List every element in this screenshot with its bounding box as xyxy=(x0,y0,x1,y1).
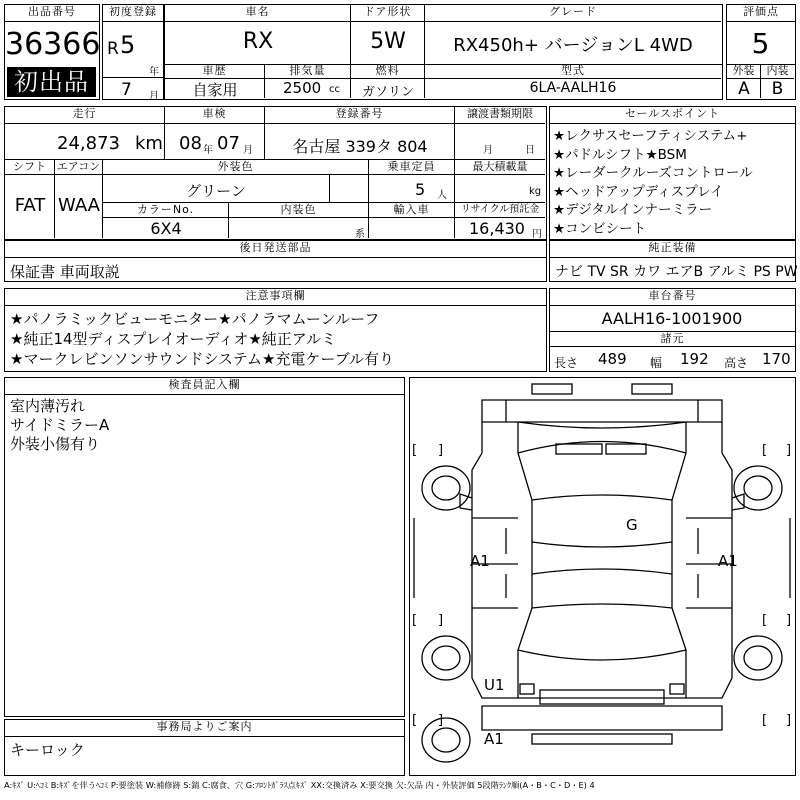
registration-box xyxy=(102,4,164,100)
mark-a1-left: A1 xyxy=(470,552,490,570)
inspection-label: 車検 xyxy=(165,107,265,124)
chassis-label: 車台番号 xyxy=(550,289,795,306)
capacity: 5 xyxy=(415,180,426,199)
list-item: サイドミラーA xyxy=(10,416,110,434)
model: 6LA-AALH16 xyxy=(529,80,617,96)
svg-text:]: ] xyxy=(438,613,444,628)
history: 自家用 xyxy=(192,81,238,99)
list-item: ★レーダークルーズコントロール xyxy=(553,165,753,181)
mileage-label: 走行 xyxy=(5,107,165,124)
ac: WAA xyxy=(58,195,100,216)
svg-text:[: [ xyxy=(412,613,418,628)
lot-label: 出品番号 xyxy=(5,5,99,22)
first-listing-badge xyxy=(7,67,96,97)
inspection-year: 08 xyxy=(179,133,202,154)
svg-text:]: ] xyxy=(786,443,792,458)
score: 5 xyxy=(751,27,770,60)
interior-grade-label: 内装 xyxy=(761,64,794,79)
vehicle-name: RX xyxy=(242,29,274,54)
plate-label: 登録番号 xyxy=(265,107,455,124)
recycle-label: リサイクル預託金 xyxy=(455,203,545,218)
score-box xyxy=(726,4,796,100)
color-label: 外装色 xyxy=(103,160,369,175)
legend-text: A:ｷｽﾞ U:ﾍｺﾐ B:ｷｽﾞを伴うﾍｺﾐ P:要塗装 W:補修跡 S:錆 C:腐食、穴 G:ﾌﾛﾝﾄｶﾞﾗｽ点ｷｽﾞ XX:交換済み X:要交換 欠:欠品 内・外装評価 5段階ﾗﾝｸ順(A・B・C・D・E) 4 xyxy=(4,780,595,790)
notes-label: 注意事項欄 xyxy=(5,289,546,306)
inspector-list xyxy=(10,397,109,454)
office-label: 事務局よりご案内 xyxy=(5,720,404,737)
list-item: 外装小傷有り xyxy=(10,435,101,453)
sales-points-list xyxy=(553,127,753,238)
inspector-label: 検査員記入欄 xyxy=(5,378,404,395)
office-box xyxy=(4,719,405,776)
height-label: 高さ xyxy=(724,356,749,370)
svg-text:[: [ xyxy=(762,443,768,458)
mileage-unit: km xyxy=(135,133,163,154)
svg-text:]: ] xyxy=(438,443,444,458)
lot-box xyxy=(4,4,100,100)
list-item: ★レクサスセーフティシステム+ xyxy=(553,128,748,144)
displacement-label: 排気量 xyxy=(265,64,351,79)
later-parts-label: 後日発送部品 xyxy=(5,241,546,258)
import-label: 輸入車 xyxy=(369,203,455,218)
list-item: ★パノラミックビューモニター★パノラマムーンルーフ xyxy=(10,310,380,328)
svg-text:[: [ xyxy=(412,713,418,728)
list-item: ★純正14型ディスプレイオーディオ★純正アルミ xyxy=(10,330,337,348)
recycle-unit: 円 xyxy=(532,229,542,240)
inspection-year-unit: 年 xyxy=(203,145,213,156)
equipment-text: ナビ TV SR カワ エアB アルミ PS PW xyxy=(555,264,798,280)
color: グリーン xyxy=(186,182,246,200)
shift: FAT xyxy=(14,195,46,216)
registration-month: 7 xyxy=(121,80,132,100)
vehicle-top-box xyxy=(164,4,723,100)
equipment-box xyxy=(549,240,796,282)
name-label: 車名 xyxy=(165,5,351,22)
length-label: 長さ xyxy=(554,356,579,370)
fuel: ガソリン xyxy=(361,85,414,100)
grade-label: グレード xyxy=(425,5,721,22)
lot-number: 36366 xyxy=(5,27,101,62)
list-item: ★マークレビンソンサウンドシステム★充電ケーブル有り xyxy=(10,350,395,368)
inspection-month-unit: 月 xyxy=(243,145,253,156)
sales-points-box xyxy=(549,106,796,240)
plate: 名古屋 339タ 804 xyxy=(292,137,428,156)
list-item: 室内薄汚れ xyxy=(10,397,86,415)
recycle: 16,430 xyxy=(469,219,525,238)
door-type: 5W xyxy=(370,29,406,54)
first-listing-text: 初出品 xyxy=(14,68,89,96)
registration-year: 5 xyxy=(120,31,136,59)
transfer-month-unit: 月 xyxy=(483,145,493,156)
width: 192 xyxy=(680,350,709,368)
transfer-day-unit: 日 xyxy=(525,145,535,156)
transfer-label: 譲渡書類期限 xyxy=(455,107,545,124)
interior-color-label: 内装色 xyxy=(229,203,369,218)
list-item: ★コンビシート xyxy=(553,220,647,237)
svg-text:]: ] xyxy=(786,613,792,628)
office-text: キーロック xyxy=(10,741,85,759)
shift-label: シフト xyxy=(5,160,55,175)
chassis-box xyxy=(549,288,796,372)
interior-color-unit: 系 xyxy=(355,229,365,240)
registration-year-unit: 年 xyxy=(149,67,159,78)
history-label: 車歴 xyxy=(165,64,265,79)
displacement-unit: cc xyxy=(329,84,340,95)
capacity-unit: 人 xyxy=(437,190,447,201)
registration-label: 初度登録 xyxy=(103,5,163,22)
capacity-label: 乗車定員 xyxy=(369,160,455,175)
ac-label: エアコン xyxy=(55,160,103,175)
model-label: 型式 xyxy=(425,64,721,79)
equipment-label: 純正装備 xyxy=(550,241,795,258)
mark-a1-bottom: A1 xyxy=(484,730,504,748)
color-no-label: カラーNo. xyxy=(103,203,229,218)
displacement: 2500 xyxy=(283,79,322,97)
load-unit: kg xyxy=(529,186,542,197)
list-item: ★パドルシフト★BSM xyxy=(553,146,687,163)
height: 170 xyxy=(762,350,791,368)
score-label: 評価点 xyxy=(727,5,795,22)
inspector-box xyxy=(4,377,405,717)
vehicle-diagram-box xyxy=(409,377,796,776)
svg-text:]: ] xyxy=(438,713,444,728)
notes-list xyxy=(10,309,394,369)
notes-box xyxy=(4,288,547,372)
svg-text:[: [ xyxy=(762,613,768,628)
length: 489 xyxy=(598,350,627,368)
registration-era: R xyxy=(107,39,119,59)
chassis-number: AALH16-1001900 xyxy=(601,309,743,328)
svg-text:]: ] xyxy=(786,713,792,728)
later-parts-text: 保証書 車両取説 xyxy=(10,263,120,281)
inspection-month: 07 xyxy=(217,133,240,154)
grade: RX450h+ バージョンL 4WD xyxy=(453,35,693,56)
exterior-grade: A xyxy=(738,79,750,99)
mark-u1: U1 xyxy=(484,676,505,694)
load-label: 最大積載量 xyxy=(455,160,545,175)
mark-g: G xyxy=(626,516,638,534)
door-label: ドア形状 xyxy=(351,5,425,22)
svg-text:[: [ xyxy=(762,713,768,728)
svg-text:[: [ xyxy=(412,443,418,458)
exterior-grade-label: 外装 xyxy=(727,64,761,79)
color-no: 6X4 xyxy=(150,219,182,238)
fuel-label: 燃料 xyxy=(351,64,425,79)
width-label: 幅 xyxy=(650,356,663,370)
list-item: ★デジタルインナーミラー xyxy=(553,202,713,218)
sales-points-label: セールスポイント xyxy=(550,107,795,124)
interior-grade: B xyxy=(771,79,784,99)
car-diagram xyxy=(410,378,794,774)
details-box xyxy=(4,106,547,240)
dimensions-label: 諸元 xyxy=(550,331,795,347)
mileage: 24,873 xyxy=(57,133,120,154)
list-item: ★ヘッドアップディスプレイ xyxy=(553,183,724,200)
later-parts-box xyxy=(4,240,547,282)
registration-month-unit: 月 xyxy=(149,91,159,102)
mark-a1-right: A1 xyxy=(718,552,738,570)
